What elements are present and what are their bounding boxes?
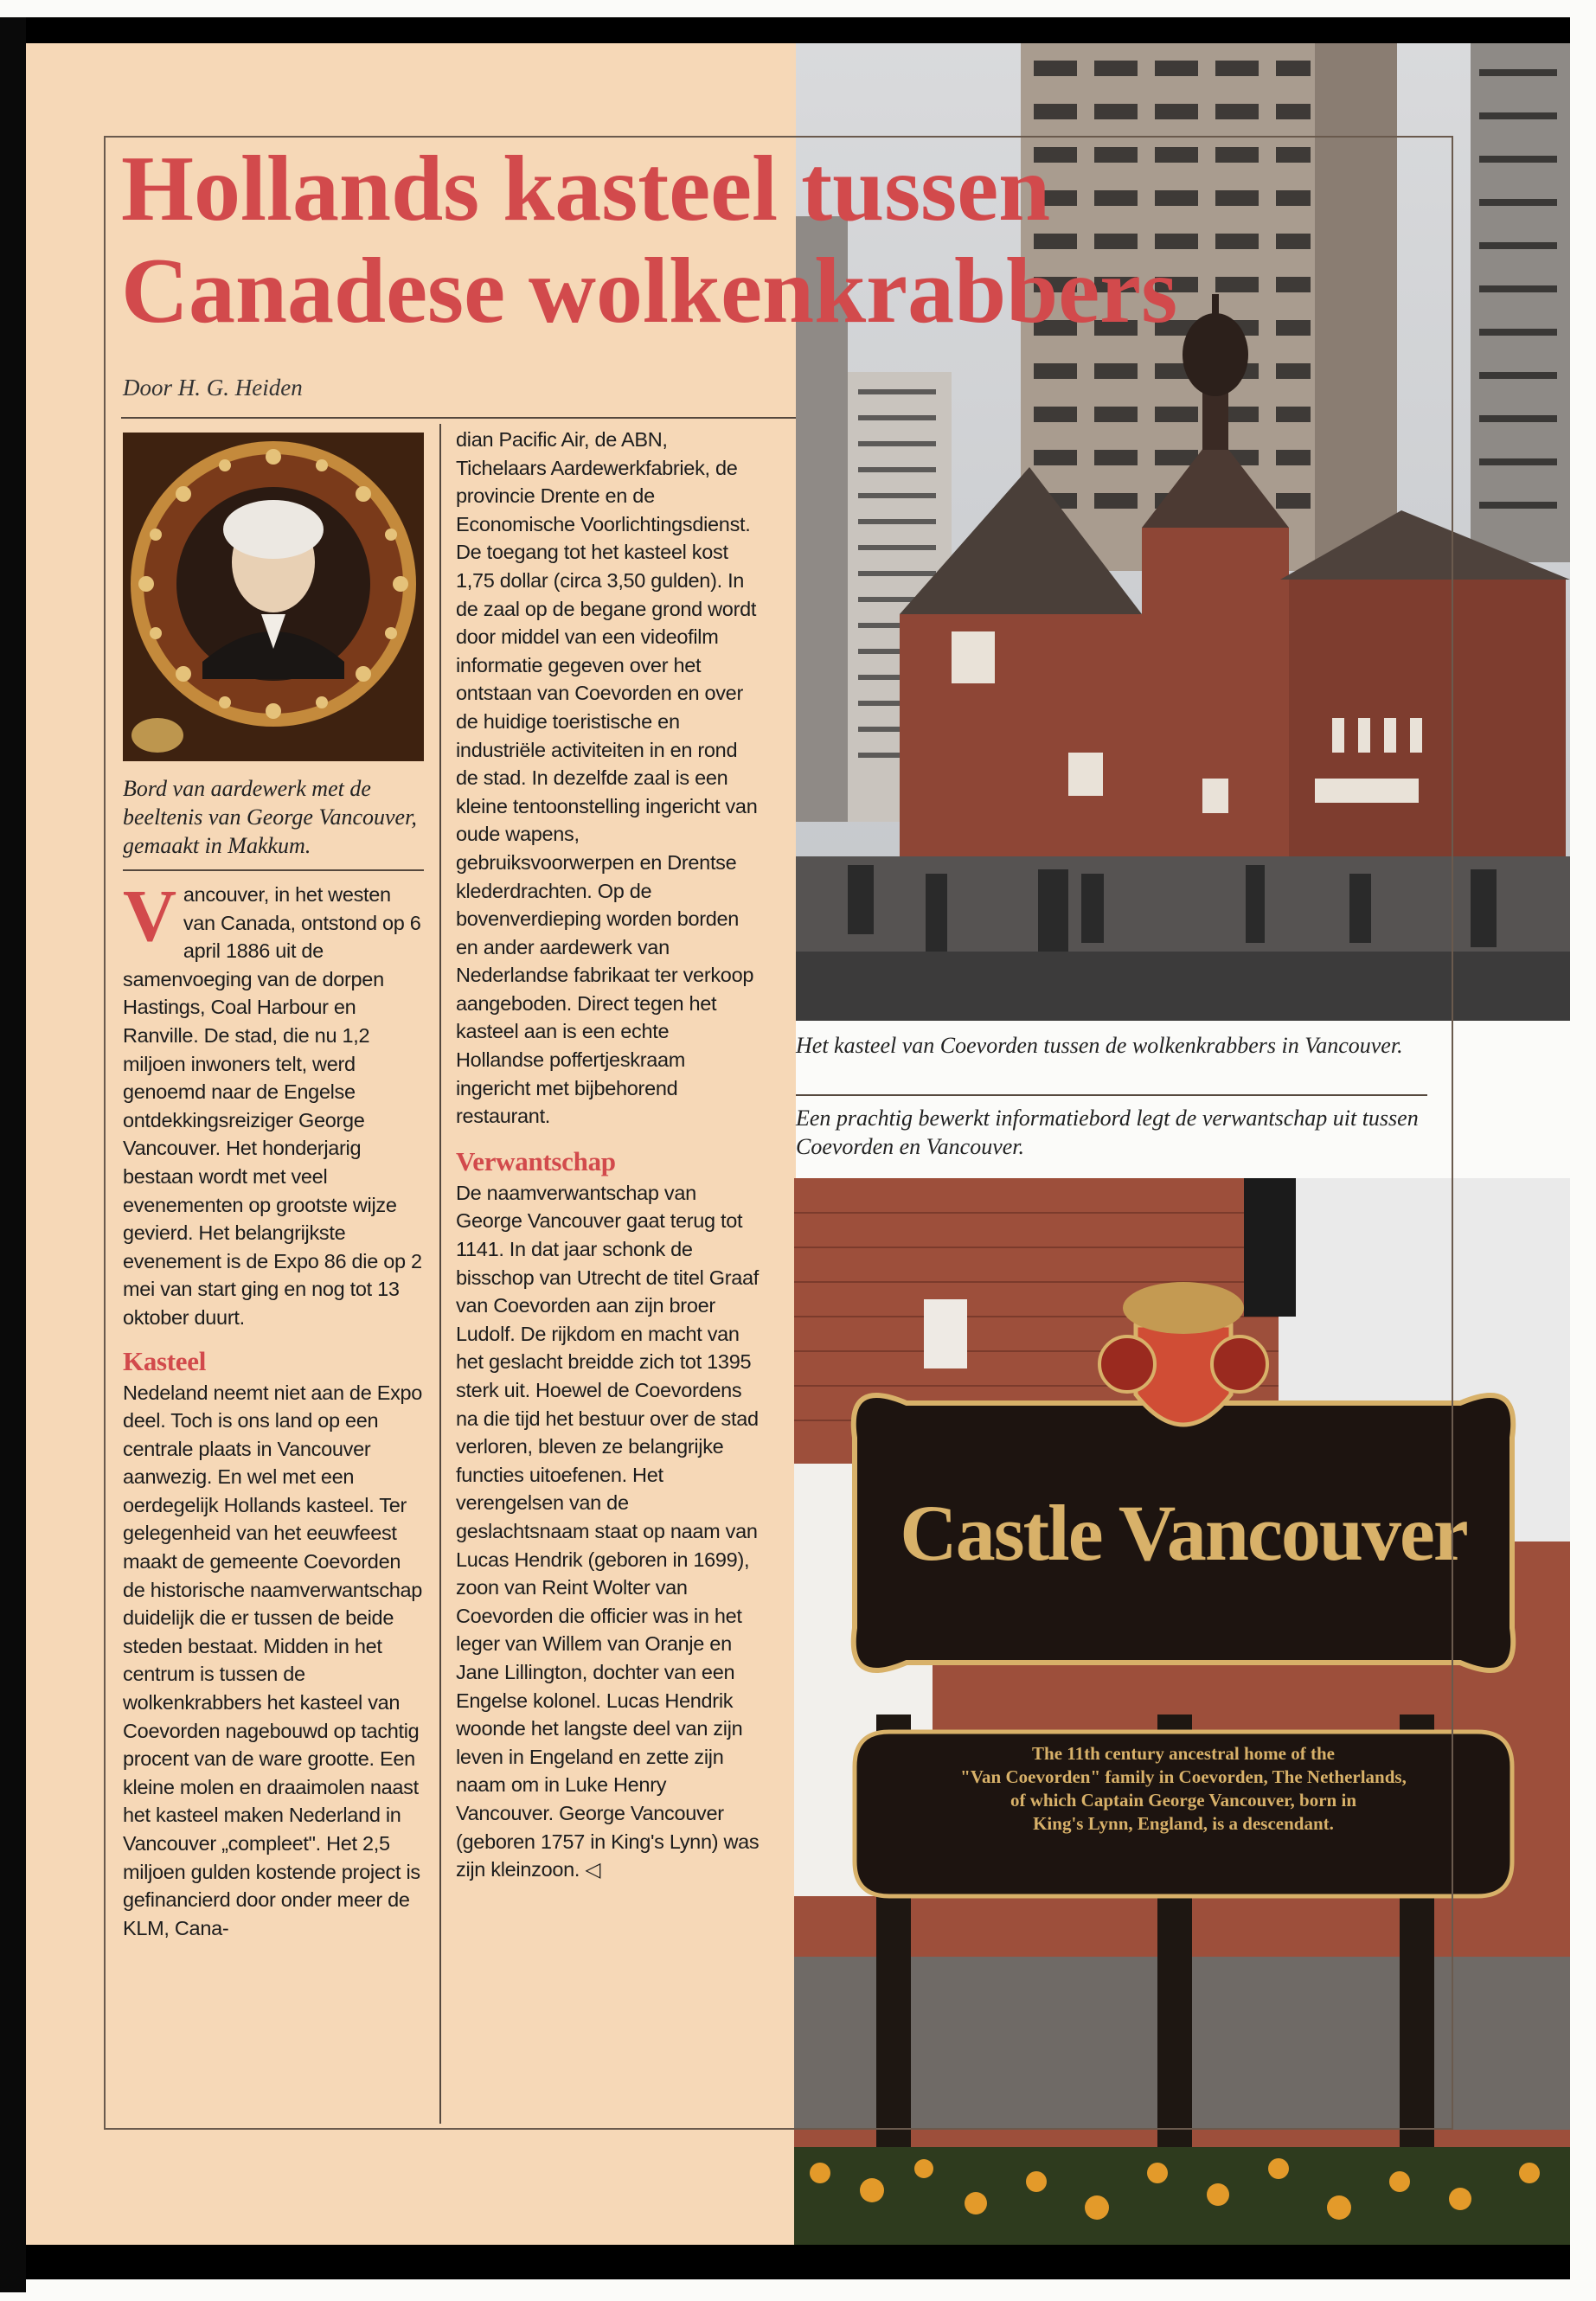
plaque-line: King's Lynn, England, is a descendant. [1033, 1813, 1334, 1834]
sign-photo-caption: Een prachtig bewerkt informatiebord legt de verwantschap uit tussen Coevorden en Vancouver. [796, 1106, 1419, 1159]
column2-paragraph-1: dian Pacific Air, de ABN, Tichelaars Aardewerkfabriek, de provincie Drente en de Economische Voorlichtingsdienst. [456, 428, 751, 535]
article-column-2 [456, 426, 760, 1884]
portrait-plate-drawing [123, 433, 424, 761]
plate-caption: Bord van aardewerk met de beeltenis van George Vancouver, gemaakt in Makkum. [123, 776, 417, 858]
end-mark-icon: ◁ [585, 1858, 601, 1881]
plate-caption-rule [123, 869, 424, 871]
subhead-kasteel: Kasteel [123, 1345, 207, 1376]
sign-title-text: Castle Vancouver [900, 1489, 1467, 1577]
headline [121, 138, 1246, 343]
portrait-plate-photo [123, 433, 424, 761]
photo-captions-panel [796, 1021, 1570, 1178]
scan-edge-bottom [26, 2245, 1570, 2279]
headline-line-2: Canadese wolkenkrabbers [121, 240, 1178, 343]
kasteel-paragraph: Nedeland neemt niet aan de Expo deel. Toch is ons land op een centrale plaats in Vancouver aanwezig. En wel met een oerdegelijk Hollands kasteel. Ter gelegenheid van het eeuwfeest maakt de gemeente Coevorden de historische naamverwantschap duidelijk die er tussen de beide steden bestaat. Midden in het centrum is tussen de wolkenkrabbers het kasteel van Coevorden nagebouwd op tachtig procent van de ware grootte. Een kleine molen en draaimolen naast het kasteel maken Nederland in Vancouver „compleet". Het 2,5 miljoen gulden kostende project is gefinancierd door onder meer de KLM, Cana- [123, 1381, 423, 1939]
plaque-line: "Van Coevorden" family in Coevorden, The Netherlands, [960, 1766, 1407, 1787]
caption-divider [796, 1094, 1427, 1096]
column2-paragraph-3 [456, 1179, 760, 1884]
scan-edge-left [0, 17, 26, 2292]
drop-cap: V [123, 874, 176, 957]
sign-plaque [876, 1742, 1490, 1836]
plaque-line: The 11th century ancestral home of the [1032, 1743, 1335, 1764]
column2-paragraph-2: De toegang tot het kasteel kost 1,75 dollar (circa 3,50 gulden). In de zaal op de begane grond wordt door middel van een videofilm informatie gegeven over het ontstaan van Coevorden en over de huidige toeristische en industriële activiteiten in en rond de stad. In dezelfde zaal is een kleine tentoonstelling ingericht van oude wapens, gebruiksvoorwerpen en Drentse klederdrachten. Op de bovenverdieping worden borden en ander aardewerk van Nederlandse fabrikaat ter verkoop aangeboden. Direct tegen het kasteel aan is een echte Hollandse poffertjeskraam ingericht met bijbehorend restaurant. [456, 541, 758, 1128]
intro-paragraph [123, 874, 427, 1332]
byline: Door H. G. Heiden [123, 375, 303, 401]
sign-photo [794, 1178, 1570, 2245]
scan-edge-top [26, 17, 1570, 43]
column-divider [439, 424, 441, 2124]
intro-text: ancouver, in het westen van Canada, ontstond op 6 april 1886 uit de samenvoeging van de dorpen Hastings, Coal Harbour en Ranville. De stad, die nu 1,2 miljoen inwoners telt, werd genoemd naar de Engelse ontdekkingsreiziger George Vancouver. Het honderjarig bestaan wordt met veel evenementen op grootste wijze gevierd. Het belangrijkste evenement is de Expo 86 die op 2 mei van start ging en nog tot 13 oktober duurt. [123, 883, 422, 1329]
subhead-verwantschap: Verwantschap [456, 1145, 616, 1176]
byline-rule [121, 417, 796, 419]
plaque-line: of which Captain George Vancouver, born in [1010, 1790, 1356, 1811]
headline-line-1: Hollands kasteel tussen [121, 138, 1051, 240]
castle-photo-caption: Het kasteel van Coevorden tussen de wolkenkrabbers in Vancouver. [796, 1033, 1403, 1058]
article-column-1 [123, 874, 427, 1942]
sign-photo-drawing [794, 1178, 1570, 2245]
verwantschap-text: De naamverwantschap van George Vancouver gaat terug tot 1141. In dat jaar schonk de bisschop van Utrecht de titel Graaf van Coevorden aan zijn broer Ludolf. De rijkdom en macht van het geslacht breidde zich tot 1395 sterk uit. Hoewel de Coevordens na die tijd het bestuur over de stad verloren, bleven ze belangrijke functies uitoefenen. Het verengelsen van de geslachtsnaam staat op naam van Lucas Hendrik (geboren in 1699), zoon van Reint Wolter van Coevorden die officier was in het leger van Willem van Oranje en Jane Lillington, dochter van een Engelse kolonel. Lucas Hendrik woonde het langste deel van zijn leven in Engeland en zette zijn naam om in Luke Henry Vancouver. George Vancouver (geboren 1757 in King's Lynn) was zijn kleinzoon. [456, 1181, 760, 1881]
